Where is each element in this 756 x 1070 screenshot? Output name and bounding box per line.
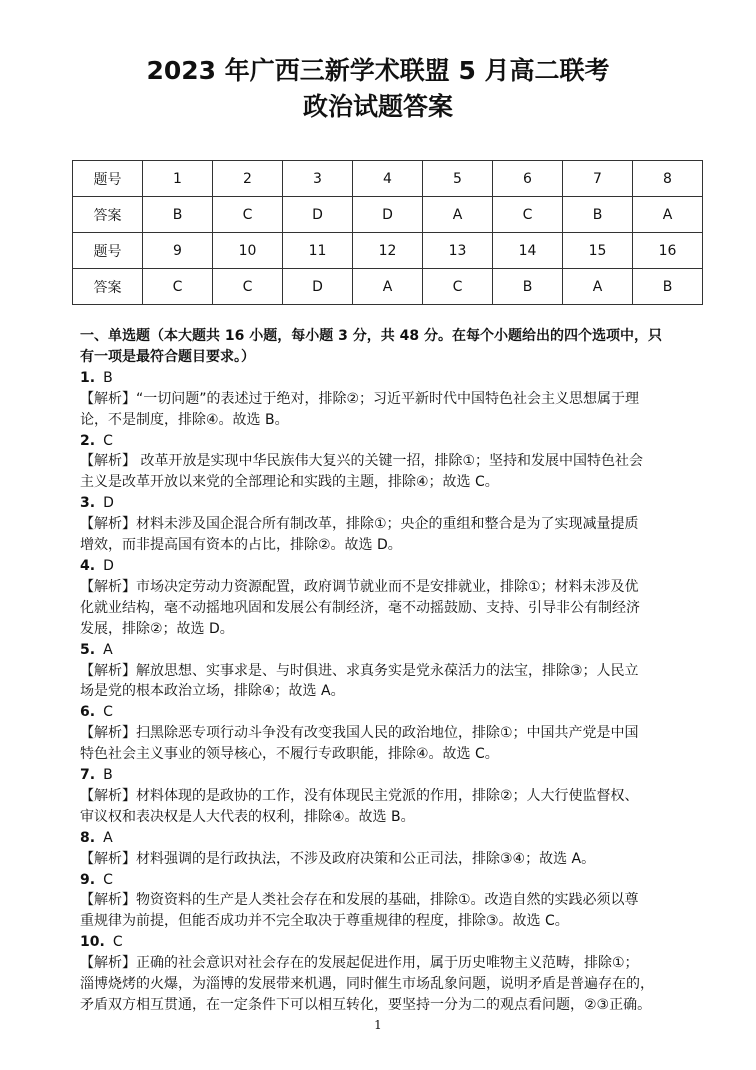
explanation-line: 【解析】材料未涉及国企混合所有制改革，排除①；央企的重组和整合是为了实现减量提质: [80, 516, 639, 533]
table-cell: 14: [493, 233, 563, 269]
table-cell: 10: [213, 233, 283, 269]
table-cell: B: [633, 269, 703, 305]
table-cell: 4: [353, 161, 423, 197]
question-answer: A: [103, 641, 113, 658]
question-answer: B: [103, 369, 113, 386]
row-label: 题号: [73, 161, 143, 197]
row-label: 题号: [73, 233, 143, 269]
explanation-line: 特色社会主义事业的领导核心，不履行专政职能，排除④。故选 C。: [80, 746, 499, 763]
question-number-row: [73, 233, 703, 269]
table-cell: B: [493, 269, 563, 305]
answer-row: [73, 269, 703, 305]
table-cell: A: [563, 269, 633, 305]
question-answer: A: [103, 829, 113, 846]
question-number: 3.: [80, 495, 96, 512]
question-answer: C: [103, 704, 113, 721]
table-cell: D: [283, 269, 353, 305]
table-cell: 9: [143, 233, 213, 269]
explanation-line: 发展，排除②；故选 D。: [80, 620, 234, 637]
table-cell: 8: [633, 161, 703, 197]
table-cell: C: [213, 197, 283, 233]
row-label: 答案: [73, 269, 143, 305]
explanation-line: 【解析】 改革开放是实现中华民族伟大复兴的关键一招，排除①；坚持和发展中国特色社会: [80, 453, 643, 470]
question-answer-line: [80, 556, 696, 577]
question-number-row: [73, 161, 703, 197]
table-cell: A: [353, 269, 423, 305]
table-cell: 7: [563, 161, 633, 197]
explanation-line: 重规律为前提，但能否成功并不完全取决于尊重规律的程度，排除③。故选 C。: [80, 913, 569, 930]
section-heading-cont: 有一项是最符合题目要求。）: [80, 348, 255, 365]
explanation-line: 场是党的根本政治立场，排除④；故选 A。: [80, 683, 345, 700]
table-cell: 15: [563, 233, 633, 269]
question-number: 2.: [80, 432, 96, 449]
question-answer-line: [80, 640, 696, 661]
explanation-line: 淄博烧烤的火爆，为淄博的发展带来机遇，同时催生市场乱象问题，说明矛盾是普遍存在的，: [80, 976, 654, 993]
table-cell: D: [353, 197, 423, 233]
question-number: 8.: [80, 829, 96, 846]
table-cell: C: [493, 197, 563, 233]
explanation-line: 【解析】市场决定劳动力资源配置，政府调节就业而不是安排就业，排除①；材料未涉及优: [80, 578, 639, 595]
table-cell: 12: [353, 233, 423, 269]
row-label: 答案: [73, 197, 143, 233]
table-cell: 6: [493, 161, 563, 197]
table-cell: B: [143, 197, 213, 233]
explanation-line: 【解析】正确的社会意识对社会存在的发展起促进作用，属于历史唯物主义范畴，排除①；: [80, 955, 639, 972]
explanation-line: 论，不是制度，排除④。故选 B。: [80, 411, 289, 428]
question-number: 4.: [80, 557, 96, 574]
table-cell: 5: [423, 161, 493, 197]
explanation-line: 矛盾双方相互贯通，在一定条件下可以相互转化，要坚持一分为二的观点看问题，②③正确。: [80, 997, 652, 1013]
explanation-line: 【解析】材料强调的是行政执法，不涉及政府决策和公正司法，排除③④；故选 A。: [80, 850, 596, 867]
question-answer-line: [80, 431, 696, 452]
question-answer: C: [103, 432, 113, 449]
table-cell: 11: [283, 233, 353, 269]
table-cell: 1: [143, 161, 213, 197]
question-answer-line: [80, 702, 696, 723]
question-answer-line: [80, 765, 696, 786]
question-number: 7.: [80, 767, 96, 784]
question-answer: D: [103, 495, 114, 512]
question-answer-line: [80, 870, 696, 891]
question-number: 1.: [80, 369, 96, 386]
question-answer-line: [80, 368, 696, 389]
question-answer-line: [80, 493, 696, 514]
question-answer: D: [103, 557, 114, 574]
table-cell: C: [213, 269, 283, 305]
explanation-line: 【解析】物资资料的生产是人类社会存在和发展的基础，排除①。改造自然的实践必须以尊: [80, 892, 639, 909]
explanation-line: 增效，而非提高国有资本的占比，排除②。故选 D。: [80, 537, 402, 554]
table-cell: 13: [423, 233, 493, 269]
explanation-line: 【解析】解放思想、实事求是、与时俱进、求真务实是党永葆活力的法宝，排除③；人民立: [80, 662, 639, 679]
section-heading: 一、单选题（本大题共 16 小题，每小题 3 分，共 48 分。在每个小题给出的四个选项中，只: [80, 328, 662, 344]
question-answer: B: [103, 767, 113, 784]
table-cell: 2: [213, 161, 283, 197]
table-cell: C: [423, 269, 493, 305]
question-list: [80, 368, 696, 1016]
table-cell: 16: [633, 233, 703, 269]
question-number: 10.: [80, 934, 105, 951]
explanation-line: 【解析】扫黑除恶专项行动斗争没有改变我国人民的政治地位，排除①；中国共产党是中国: [80, 725, 639, 742]
document-title: 2023 年广西三新学术联盟 5 月高二联考: [146, 56, 610, 85]
answer-explanations: [80, 326, 696, 1016]
document-subtitle: 政治试题答案: [302, 92, 453, 121]
table-cell: A: [633, 197, 703, 233]
question-number: 5.: [80, 641, 96, 658]
explanation-line: 【解析】“一切问题”的表述过于绝对，排除②；习近平新时代中国特色社会主义思想属于理: [80, 390, 640, 407]
question-number: 6.: [80, 704, 96, 721]
page-number: 1: [374, 1018, 382, 1032]
explanation-line: 化就业结构，毫不动摇地巩固和发展公有制经济，毫不动摇鼓励、支持、引导非公有制经济: [80, 599, 640, 616]
explanation-line: 主义是改革开放以来党的全部理论和实践的主题，排除④；故选 C。: [80, 474, 499, 491]
question-number: 9.: [80, 871, 96, 888]
explanation-line: 【解析】材料体现的是政协的工作，没有体现民主党派的作用，排除②；人大行使监督权、: [80, 787, 639, 804]
question-answer: C: [103, 871, 113, 888]
answer-row: [73, 197, 703, 233]
table-cell: 3: [283, 161, 353, 197]
answer-table: [72, 160, 703, 305]
question-answer-line: [80, 932, 696, 953]
table-cell: A: [423, 197, 493, 233]
table-cell: C: [143, 269, 213, 305]
table-cell: D: [283, 197, 353, 233]
table-cell: B: [563, 197, 633, 233]
explanation-line: 审议权和表决权是人大代表的权利，排除④。故选 B。: [80, 808, 415, 825]
question-answer-line: [80, 828, 696, 849]
question-answer: C: [112, 934, 123, 951]
